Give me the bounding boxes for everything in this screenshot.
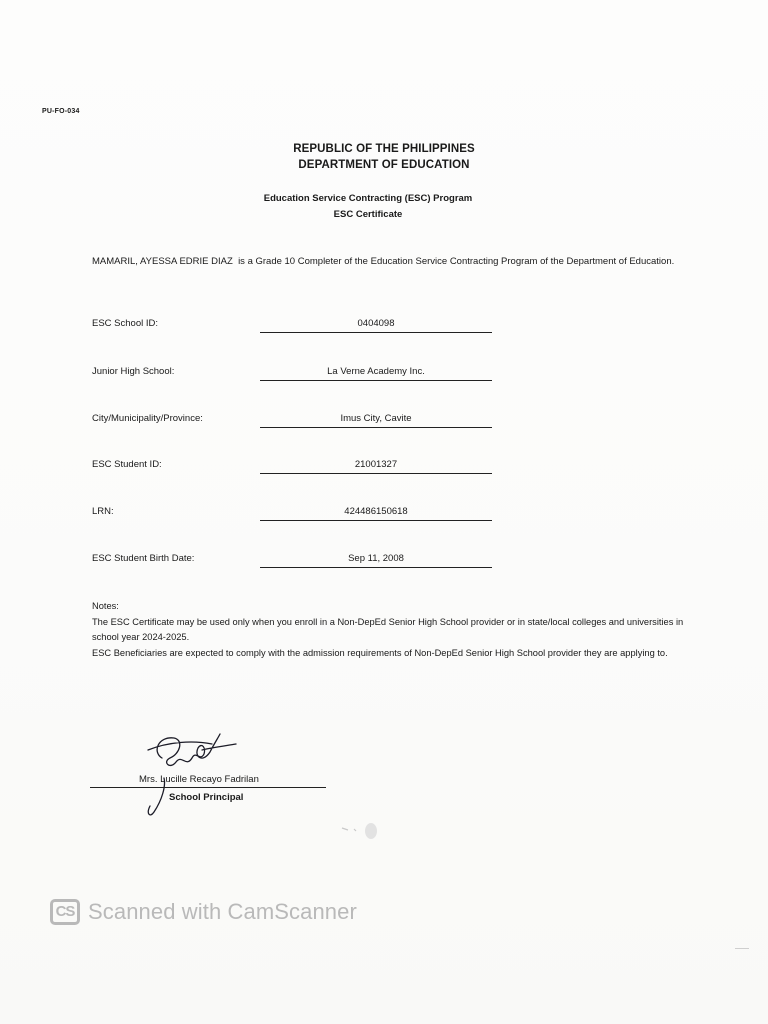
- field-value: Imus City, Cavite: [340, 413, 412, 424]
- signature-block: [88, 728, 348, 838]
- field-value: 0404098: [357, 318, 395, 329]
- header-republic: REPUBLIC OF THE PHILIPPINES: [293, 143, 475, 155]
- field-label: Junior High School:: [92, 366, 175, 377]
- field-label: City/Municipality/Province:: [92, 413, 203, 424]
- field-birth-date: [92, 551, 512, 571]
- field-label: ESC Student ID:: [92, 459, 162, 470]
- camscanner-logo-icon: CS: [50, 899, 80, 925]
- notes-line-1: The ESC Certificate may be used only when you enroll in a Non-DepEd Senior High School provider or in state/local colleges and universities in school year 2024-2025.: [92, 616, 684, 642]
- field-esc-school-id: [92, 316, 512, 336]
- certification-statement: [92, 254, 692, 270]
- field-value: Sep 11, 2008: [348, 553, 404, 564]
- field-city-municipality-province: [92, 411, 512, 431]
- certificate-title: ESC Certificate: [333, 209, 403, 220]
- notes-title: Notes:: [92, 601, 119, 611]
- page-edge-mark: [735, 948, 749, 949]
- field-value: La Verne Academy Inc.: [327, 366, 425, 377]
- field-underline: [260, 567, 492, 568]
- field-underline: [260, 520, 492, 521]
- signatory-title: School Principal: [169, 792, 244, 803]
- header-department: DEPARTMENT OF EDUCATION: [298, 159, 470, 171]
- signature-line: [90, 787, 326, 788]
- camscanner-watermark: [50, 897, 357, 927]
- field-underline: [260, 427, 492, 428]
- field-label: ESC Student Birth Date:: [92, 553, 195, 564]
- notes-section: [92, 599, 692, 661]
- field-underline: [260, 332, 492, 333]
- field-junior-high-school: [92, 364, 512, 384]
- field-value: 424486150618: [344, 506, 408, 517]
- form-code: PU-FO-034: [42, 108, 80, 115]
- watermark-text: Scanned with CamScanner: [88, 899, 357, 924]
- field-esc-student-id: [92, 457, 512, 477]
- program-title: Education Service Contracting (ESC) Program: [263, 193, 473, 204]
- field-label: ESC School ID:: [92, 318, 158, 329]
- notes-line-2: ESC Beneficiaries are expected to comply with the admission requirements of Non-DepEd Senior High School provider they are applying to.: [92, 647, 668, 658]
- scan-smudge: [340, 820, 384, 842]
- document-subheader: [0, 191, 736, 223]
- field-underline: [260, 473, 492, 474]
- document-header: [0, 141, 768, 173]
- field-label: LRN:: [92, 506, 114, 517]
- field-lrn: [92, 504, 512, 524]
- statement-text: is a Grade 10 Completer of the Education Service Contracting Program of the Department of Education.: [238, 256, 675, 267]
- field-underline: [260, 380, 492, 381]
- signatory-name: Mrs. Lucille Recayo Fadrilan: [139, 774, 259, 785]
- field-value: 21001327: [354, 459, 398, 470]
- student-name: MAMARIL, AYESSA EDRIE DIAZ: [92, 256, 233, 267]
